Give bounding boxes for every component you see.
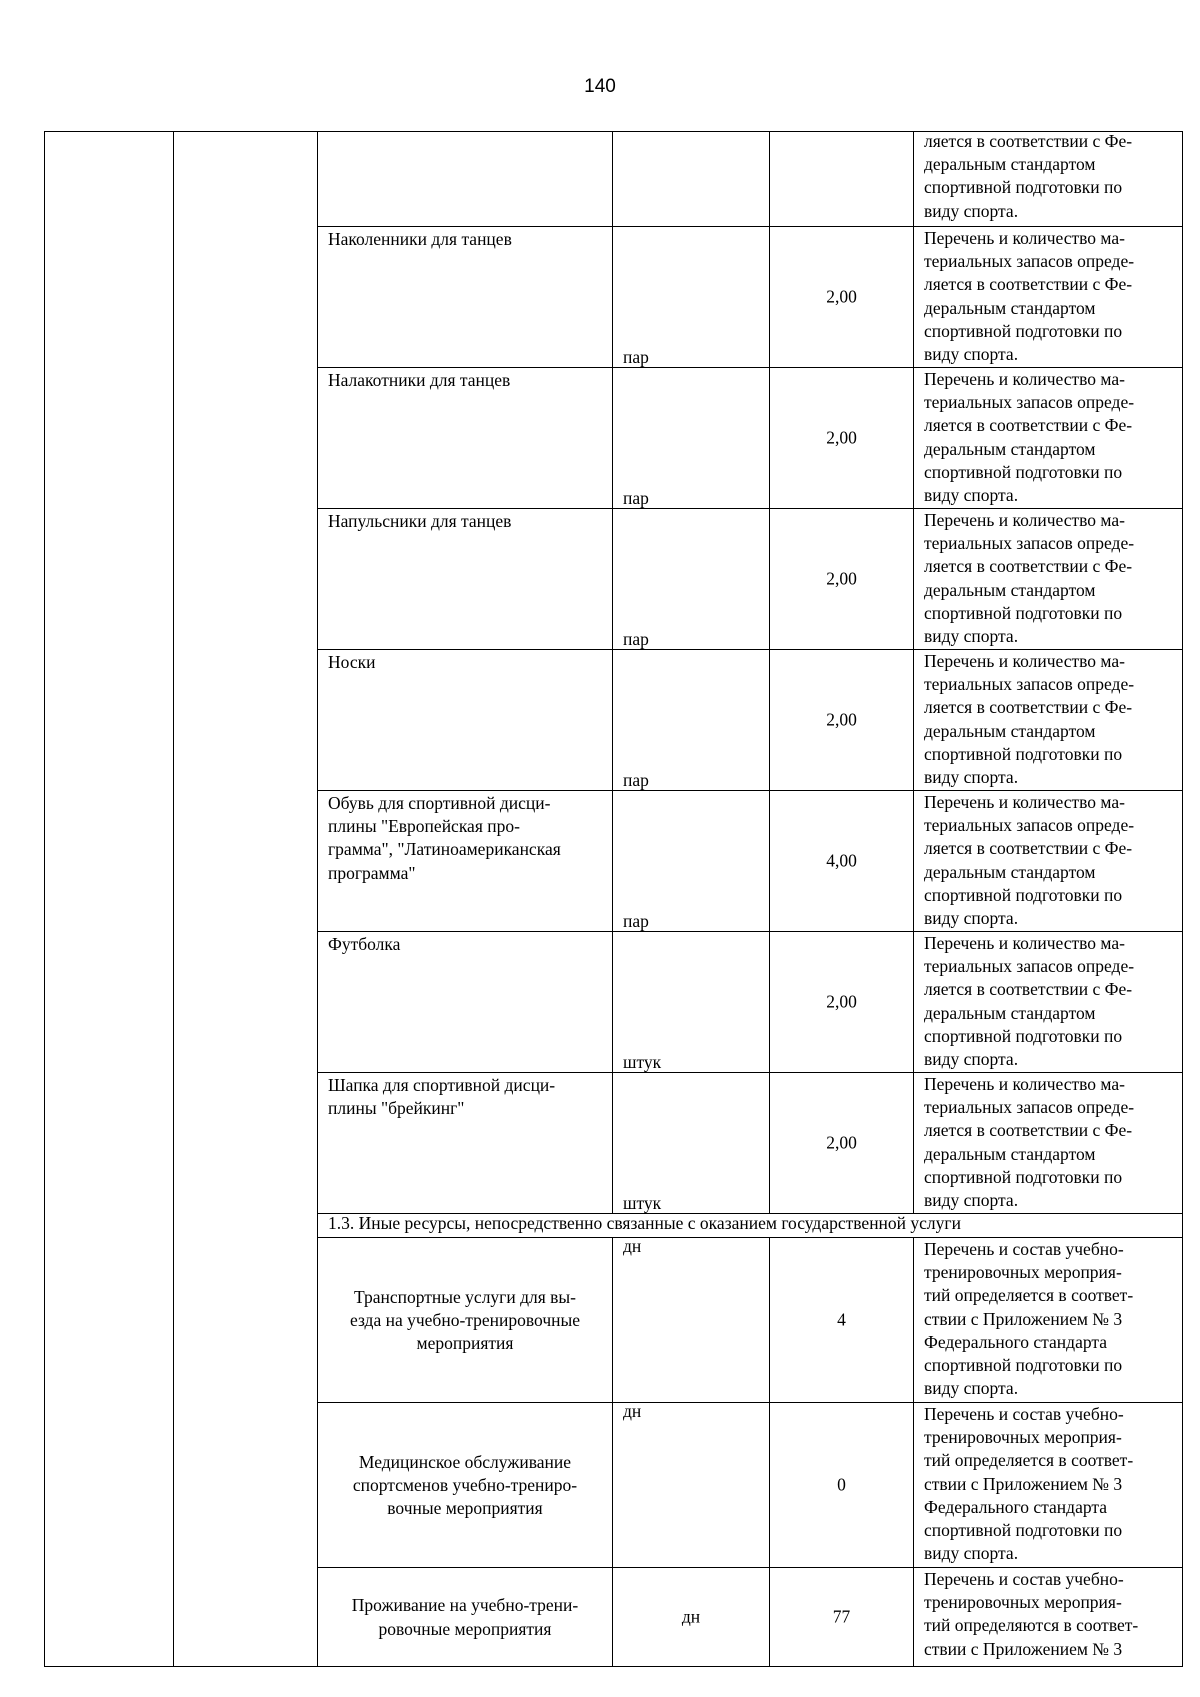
item-name: Футболка: [328, 934, 401, 954]
item-qty: 4,00: [826, 850, 857, 871]
note-line: деральным стандартом: [924, 1002, 1096, 1023]
note-line: спортивной подготовки по: [924, 1166, 1123, 1187]
note-cell: [914, 1403, 1183, 1568]
note-line: Перечень и количество ма-: [924, 651, 1125, 671]
note-line: Федерального стандарта: [924, 1496, 1107, 1517]
note-line: ляется в соответствии с Фе-: [924, 131, 1133, 151]
service-name: [318, 1403, 612, 1567]
note-line: виду спорта.: [924, 1190, 1019, 1211]
note-line: деральным стандартом: [924, 1143, 1096, 1164]
unit-cell: [613, 509, 770, 650]
note-cell: [914, 227, 1183, 368]
qty-cell: [770, 1238, 914, 1403]
item-qty: 2,00: [826, 427, 857, 448]
qty-cell: [770, 1073, 914, 1214]
note-line: деральным стандартом: [924, 438, 1096, 459]
note-line: спортивной подготовки по: [924, 743, 1123, 764]
note-line: деральным стандартом: [924, 861, 1096, 882]
qty-cell: [770, 368, 914, 509]
name-cell: [318, 1403, 613, 1568]
service-qty: 4: [837, 1308, 846, 1329]
unit-cell: [613, 1568, 770, 1667]
note-cell: [914, 132, 1183, 227]
item-unit: пар: [623, 628, 649, 649]
note-line: тренировочных мероприя-: [924, 1427, 1122, 1448]
name-cell: [318, 791, 613, 932]
qty-cell: [770, 932, 914, 1073]
item-unit: пар: [623, 346, 649, 367]
qty-cell: [770, 1568, 914, 1667]
name-cell: [318, 1073, 613, 1214]
note-line: Перечень и количество ма-: [924, 510, 1125, 530]
note-line: Перечень и количество ма-: [924, 933, 1125, 953]
note-line: виду спорта.: [924, 1543, 1019, 1564]
note-line: ляется в соответствии с Фе-: [924, 838, 1133, 859]
note-line: деральным стандартом: [924, 154, 1096, 175]
note-line: ляется в соответствии с Фе-: [924, 556, 1133, 577]
note-line: спортивной подготовки по: [924, 461, 1123, 482]
note-text: [914, 1403, 1182, 1565]
resources-table: [44, 131, 1183, 1667]
note-line: ляется в соответствии с Фе-: [924, 415, 1133, 436]
unit-cell: [613, 932, 770, 1073]
service-unit: дн: [681, 1605, 701, 1626]
service-name-line: спортсменов учебно-трениро-: [352, 1474, 578, 1495]
note-line: спортивной подготовки по: [924, 1025, 1123, 1046]
note-text: [914, 791, 1182, 930]
note-line: Перечень и количество ма-: [924, 228, 1125, 248]
page-number: 140: [584, 76, 616, 97]
unit-cell: [613, 227, 770, 368]
service-name-line: Проживание на учебно-трени-: [351, 1595, 579, 1616]
name-cell: [318, 509, 613, 650]
note-line: спортивной подготовки по: [924, 177, 1123, 198]
note-cell: [914, 509, 1183, 650]
note-text: [914, 368, 1182, 507]
section-header-cell: [318, 1214, 1183, 1238]
note-line: Перечень и состав учебно-: [924, 1404, 1124, 1424]
note-line: тренировочных мероприя-: [924, 1262, 1122, 1283]
note-line: териальных запасов опреде-: [924, 533, 1135, 554]
note-line: ляется в соответствии с Фе-: [924, 274, 1133, 295]
note-line: виду спорта.: [924, 344, 1019, 365]
service-name-line: езда на учебно-тренировочные: [349, 1309, 581, 1330]
note-cell: [914, 1073, 1183, 1214]
note-text: [914, 227, 1182, 366]
note-text: [914, 1568, 1182, 1661]
service-name: [318, 1238, 612, 1402]
note-cell: [914, 650, 1183, 791]
col-2-empty-cell: [174, 132, 318, 1667]
note-line: Федерального стандарта: [924, 1331, 1107, 1352]
service-name: [318, 1568, 612, 1666]
service-unit: дн: [623, 1402, 642, 1421]
name-cell: [318, 227, 613, 368]
note-text: [914, 509, 1182, 648]
item-unit: штук: [623, 1051, 662, 1072]
qty-cell: [770, 227, 914, 368]
service-unit: дн: [623, 1237, 642, 1256]
note-cell: [914, 1238, 1183, 1403]
note-line: спортивной подготовки по: [924, 320, 1123, 341]
note-line: спортивной подготовки по: [924, 884, 1123, 905]
note-text: [914, 1238, 1182, 1400]
qty-cell: [770, 1403, 914, 1568]
section-title: 1.3. Иные ресурсы, непосредственно связанные с оказанием государственной услуги: [328, 1213, 961, 1233]
note-line: Перечень и количество ма-: [924, 369, 1125, 389]
note-line: виду спорта.: [924, 1049, 1019, 1070]
note-line: териальных запасов опреде-: [924, 956, 1135, 977]
item-qty: 2,00: [826, 991, 857, 1012]
item-qty: 2,00: [826, 568, 857, 589]
item-unit: пар: [623, 769, 649, 790]
item-qty: 2,00: [826, 1132, 857, 1153]
table-row-continuation: [45, 132, 1183, 227]
note-text: [914, 132, 1182, 223]
note-line: виду спорта.: [924, 485, 1019, 506]
note-line: ствии с Приложением № 3: [924, 1473, 1123, 1494]
note-text: [914, 1073, 1182, 1212]
note-line: спортивной подготовки по: [924, 1520, 1123, 1541]
note-line: тренировочных мероприя-: [924, 1592, 1122, 1613]
service-name-line: вочные мероприятия: [387, 1498, 543, 1519]
service-name-line: мероприятия: [416, 1333, 514, 1354]
item-name: Напульсники для танцев: [328, 511, 512, 531]
item-name: Налакотники для танцев: [328, 370, 511, 390]
item-unit: пар: [623, 910, 649, 931]
unit-cell: [613, 791, 770, 932]
item-name-line: плины "Европейская про-: [328, 816, 520, 837]
unit-cell: [613, 1403, 770, 1568]
unit-cell: [613, 650, 770, 791]
note-cell: [914, 368, 1183, 509]
item-name-line: Обувь для спортивной дисци-: [328, 793, 551, 813]
item-unit: пар: [623, 487, 649, 508]
name-cell: [318, 932, 613, 1073]
note-line: Перечень и состав учебно-: [924, 1569, 1124, 1589]
note-line: териальных запасов опреде-: [924, 251, 1135, 272]
note-line: виду спорта.: [924, 767, 1019, 788]
service-qty: 77: [832, 1605, 851, 1626]
note-line: деральным стандартом: [924, 297, 1096, 318]
note-cell: [914, 932, 1183, 1073]
unit-cell: [613, 132, 770, 227]
note-line: тий определяется в соответ-: [924, 1285, 1134, 1306]
name-cell: [318, 650, 613, 791]
item-name-line: программа": [328, 862, 416, 883]
note-line: Перечень и количество ма-: [924, 1074, 1125, 1094]
item-name-line: грамма", "Латиноамериканская: [328, 839, 561, 860]
qty-cell: [770, 791, 914, 932]
item-name-line: плины "брейкинг": [328, 1098, 465, 1119]
qty-cell: [770, 132, 914, 227]
note-line: териальных запасов опреде-: [924, 392, 1135, 413]
note-line: ляется в соответствии с Фе-: [924, 1120, 1133, 1141]
name-cell: [318, 1238, 613, 1403]
item-name-line: Шапка для спортивной дисци-: [328, 1075, 556, 1095]
unit-cell: [613, 1238, 770, 1403]
note-line: тий определяются в соответ-: [924, 1615, 1139, 1636]
note-line: тий определяется в соответ-: [924, 1450, 1134, 1471]
note-line: виду спорта.: [924, 200, 1019, 221]
item-name: Носки: [328, 652, 376, 672]
service-qty: 0: [837, 1473, 846, 1494]
note-line: териальных запасов опреде-: [924, 674, 1135, 695]
item-name: Наколенники для танцев: [328, 229, 512, 249]
note-line: спортивной подготовки по: [924, 602, 1123, 623]
note-line: деральным стандартом: [924, 720, 1096, 741]
item-name: [318, 791, 612, 885]
note-line: териальных запасов опреде-: [924, 815, 1135, 836]
note-line: виду спорта.: [924, 1378, 1019, 1399]
name-cell: [318, 1568, 613, 1667]
service-name-line: Медицинское обслуживание: [358, 1451, 572, 1472]
name-cell: [318, 132, 613, 227]
note-text: [914, 650, 1182, 789]
name-cell: [318, 368, 613, 509]
item-name: [318, 1073, 612, 1120]
note-line: спортивной подготовки по: [924, 1355, 1123, 1376]
item-qty: 2,00: [826, 709, 857, 730]
unit-cell: [613, 368, 770, 509]
col-1-empty-cell: [45, 132, 174, 1667]
note-line: виду спорта.: [924, 908, 1019, 929]
note-line: ствии с Приложением № 3: [924, 1638, 1123, 1659]
qty-cell: [770, 650, 914, 791]
service-name-line: ровочные мероприятия: [378, 1618, 552, 1639]
unit-cell: [613, 1073, 770, 1214]
item-qty: 2,00: [826, 286, 857, 307]
note-line: деральным стандартом: [924, 579, 1096, 600]
note-line: Перечень и состав учебно-: [924, 1239, 1124, 1259]
note-text: [914, 932, 1182, 1071]
note-line: териальных запасов опреде-: [924, 1097, 1135, 1118]
note-line: Перечень и количество ма-: [924, 792, 1125, 812]
note-line: виду спорта.: [924, 626, 1019, 647]
qty-cell: [770, 509, 914, 650]
note-cell: [914, 791, 1183, 932]
item-unit: штук: [623, 1192, 662, 1213]
note-cell: [914, 1568, 1183, 1667]
note-line: ляется в соответствии с Фе-: [924, 697, 1133, 718]
note-line: ляется в соответствии с Фе-: [924, 979, 1133, 1000]
service-name-line: Транспортные услуги для вы-: [353, 1286, 577, 1307]
note-line: ствии с Приложением № 3: [924, 1308, 1123, 1329]
